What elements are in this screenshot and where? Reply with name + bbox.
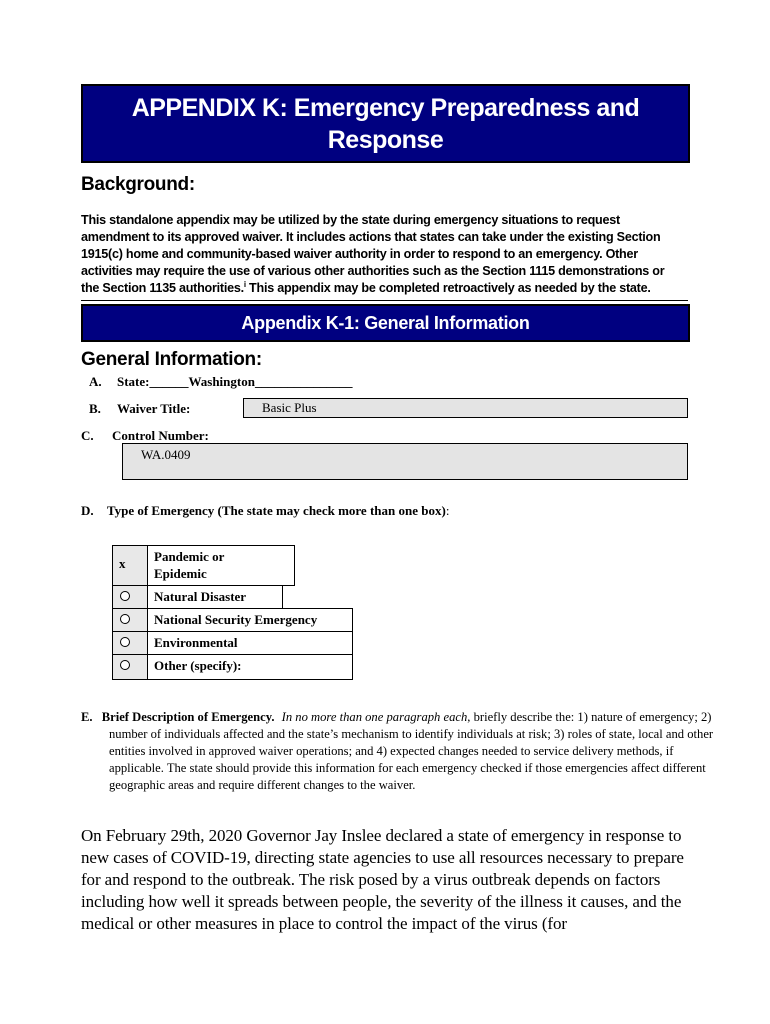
radio-circle-icon — [120, 660, 130, 670]
emergency-type-colon: : — [445, 503, 450, 518]
background-text: This standalone appendix may be utilized by the state during emergency situations to request amendment to its approved waiver. It includes actions that states can take under the existing Section 1915(c) home and community-based waiver authority in order to respond to an emergency. Other activities may require the use of various other authorities such as the Section 1115 demonstrations or the Section 1135 authorities. — [81, 213, 665, 295]
other-label-cell — [147, 654, 353, 680]
natural-disaster-label: Natural Disaster — [154, 589, 247, 604]
general-info-heading: General Information: — [81, 349, 262, 370]
environmental-label-cell — [147, 631, 353, 655]
control-number-label: Control Number: — [112, 428, 209, 443]
waiver-title-value: Basic Plus — [262, 400, 317, 415]
brief-description-letter: E. — [81, 710, 93, 724]
waiver-title-label-letter: B. — [89, 401, 101, 416]
emergency-type-prompt — [81, 503, 449, 519]
background-text-end: This appendix may be completed retroactively as needed by the state. — [245, 281, 651, 295]
appendix-k1-banner: Appendix K-1: General Information — [81, 304, 690, 342]
appendix-title-banner — [81, 84, 690, 163]
state-label: A. — [89, 374, 102, 389]
national-security-radio[interactable] — [112, 608, 148, 632]
environmental-label: Environmental — [154, 635, 238, 650]
pandemic-label-line1: Pandemic or — [154, 549, 225, 564]
waiver-title-label: Waiver Title: — [117, 401, 191, 416]
appendix-title-line1: APPENDIX K: Emergency Preparedness and — [131, 93, 640, 122]
radio-circle-icon — [120, 614, 130, 624]
emergency-narrative: On February 29th, 2020 Governor Jay Inslee declared a state of emergency in response to new cases of COVID-19, directing state agencies to use all resources necessary to prepare for and respond to the outbreak. The risk posed by a virus outbreak depends on factors including how well it spreads between people, the severity of the illness it causes, and the medical or other measures in place to control the impact of the virus (for — [81, 826, 684, 933]
pandemic-label-cell — [147, 545, 295, 586]
control-number-label-letter: C. — [81, 428, 94, 443]
pandemic-label-line2: Epidemic — [154, 566, 207, 581]
background-heading: Background: — [81, 174, 195, 195]
state-field: State:______Washington_______________ — [117, 374, 353, 389]
radio-circle-icon — [120, 591, 130, 601]
control-number-value: WA.0409 — [141, 447, 191, 462]
natural-disaster-radio[interactable] — [112, 585, 148, 609]
natural-disaster-label-cell — [147, 585, 283, 609]
environmental-radio[interactable] — [112, 631, 148, 655]
background-paragraph — [81, 212, 681, 297]
other-label: Other (specify): — [154, 658, 242, 673]
radio-circle-icon — [120, 637, 130, 647]
brief-description-text: , briefly describe the: 1) nature of emergency; 2) number of individuals affected and the state’s mechanism to identify individuals at risk; 3) roles of state, local and other entities involved in approved waiver operations; and 4) expected changes needed to service delivery methods, if applicable. The state should provide this information for each emergency checked if those emergencies affect different geographic areas and require different changes to the waiver. — [109, 710, 714, 792]
other-radio[interactable] — [112, 654, 148, 680]
waiver-title-field[interactable] — [243, 398, 688, 418]
brief-description-instructions — [81, 709, 714, 794]
pandemic-checkbox[interactable] — [112, 545, 148, 586]
national-security-label-cell — [147, 608, 353, 632]
pandemic-check-mark: x — [119, 556, 126, 571]
appendix-title-line2: Response — [327, 125, 444, 154]
brief-description-title: Brief Description of Emergency. — [101, 710, 275, 724]
emergency-type-text: Type of Emergency (The state may check more than one box) — [106, 503, 446, 518]
brief-description-italic: In no more than one paragraph each — [281, 710, 468, 724]
national-security-label: National Security Emergency — [154, 612, 318, 627]
emergency-type-letter: D. — [81, 503, 94, 518]
footnote-marker[interactable]: i — [243, 279, 246, 289]
control-number-field[interactable] — [122, 443, 688, 480]
section-divider — [81, 300, 688, 301]
